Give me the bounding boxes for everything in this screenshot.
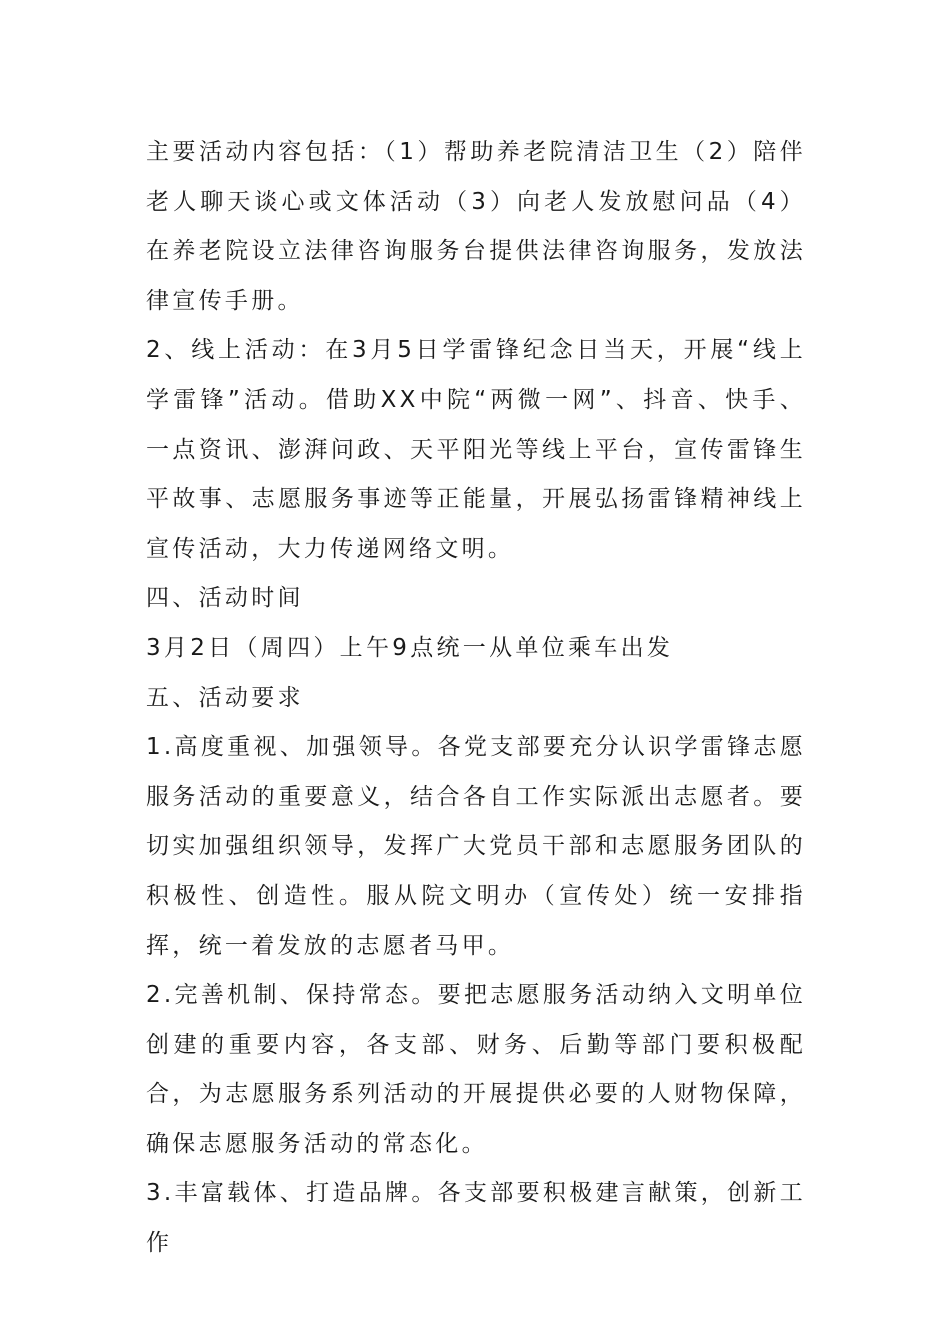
paragraph-requirement-3: 3.丰富载体、打造品牌。各支部要积极建言献策，创新工作 [146, 1180, 806, 1257]
paragraph-requirement-2: 2.完善机制、保持常态。要把志愿服务活动纳入文明单位创建的重要内容，各支部、财务、后勤等部门要积极配合，为志愿服务系列活动的开展提供必要的人财物保障，确保志愿服务活动的常态化。 [146, 982, 806, 1157]
heading-activity-time: 四、活动时间 [146, 585, 304, 612]
paragraph-requirement-1: 1.高度重视、加强领导。各党支部要充分认识学雷锋志愿服务活动的重要意义，结合各自工作实际派出志愿者。要切实加强组织领导，发挥广大党员干部和志愿服务团队的积极性、创造性。服从院文明办（宣传处）统一安排指挥，统一着发放的志愿者马甲。 [146, 734, 806, 959]
paragraph-activity-time: 3月2日（周四）上午9点统一从单位乘车出发 [146, 634, 674, 661]
heading-activity-requirements: 五、活动要求 [146, 684, 304, 711]
paragraph-online-activity: 2、线上活动：在3月5日学雷锋纪念日当天，开展“线上学雷锋”活动。借助XX中院“两微一网”、抖音、快手、一点资讯、澎湃问政、天平阳光等线上平台，宣传雷锋生平故事、志愿服务事迹等正能量，开展弘扬雷锋精神线上宣传活动，大力传递网络文明。 [146, 337, 806, 562]
document-body [146, 128, 806, 1269]
paragraph-activity-content: 主要活动内容包括：（1）帮助养老院清洁卫生（2）陪伴老人聊天谈心或文体活动（3）向老人发放慰问品（4）在养老院设立法律咨询服务台提供法律咨询服务，发放法律宣传手册。 [146, 139, 806, 314]
